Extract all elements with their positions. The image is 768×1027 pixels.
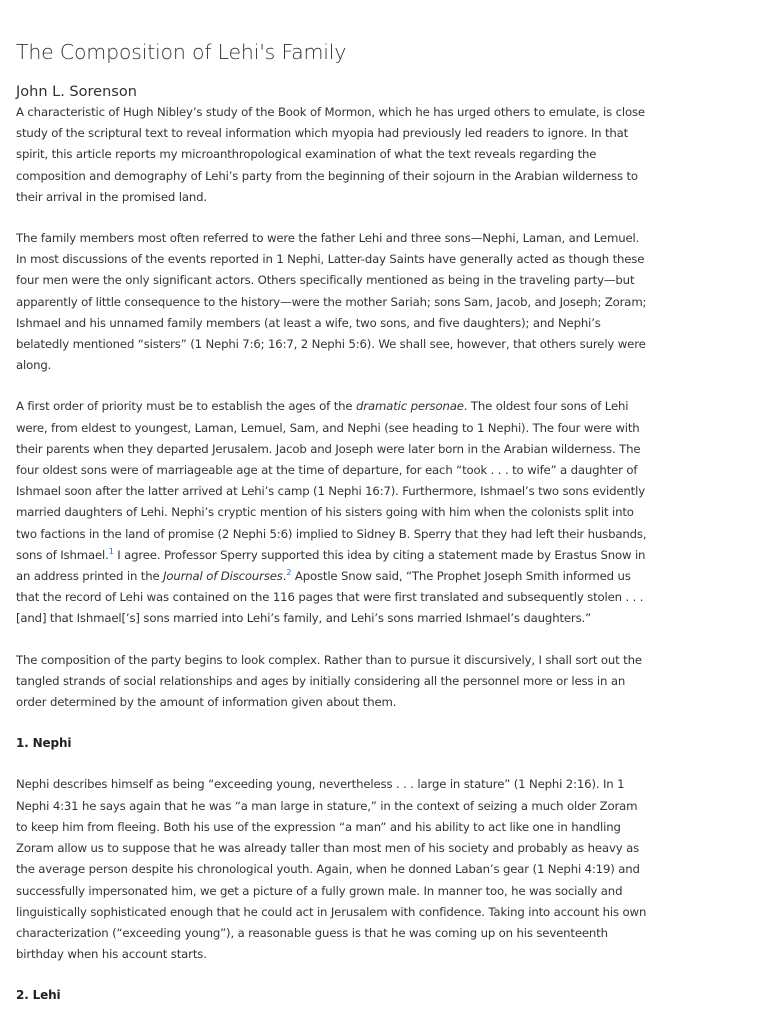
text-span: Apostle Snow said, “The Prophet Joseph Smith informed us that the record of Lehi was contained on the 116 pages that were first translated and subsequently stolen . . . [and] that Ishmael[’s] sons married into Lehi’s family, and Lehi’s sons married Ishmael’s daughters.” — [16, 569, 644, 626]
footnote-link-2[interactable]: 2 — [286, 568, 292, 578]
emphasis-journal-of-discourses: Journal of Discourses — [163, 569, 283, 584]
paragraph-family-members: The family members most often referred to were the father Lehi and three sons—Nephi, Laman, and Lemuel. In most discussions of the events reported in 1 Nephi, Latter-day Saints have generally acted as though these four men were the only significant actors. Others specifically mentioned as being in the traveling party—but apparently of little consequence to the history—were the mother Sariah; sons Sam, Jacob, and Joseph; Zoram; Ishmael and his unnamed family members (at least a wife, two sons, and five daughters); and Nephi’s belatedly mentioned “sisters” (1 Nephi 7:6; 16:7, 2 Nephi 5:6). We shall see, however, that others surely were along. — [16, 231, 647, 373]
text-span: . The oldest four sons of Lehi were, from eldest to youngest, Laman, Lemuel, Sam, and Nephi (see heading to 1 Nephi). The four were with their parents when they departed Jerusalem. Jacob and Joseph were later born in the Arabian wilderness. The four oldest sons were of marriageable age at the time of departure, for each “took . . . to wife” a daughter of Ishmael soon after the latter arrived at Lehi’s camp (1 Nephi 16:7). Furthermore, Ishmael’s two sons evidently married daughters of Lehi. Nephi’s cryptic mention of his sisters going with him when the colonists split into two factions in the land of promise (2 Nephi 5:6) implied to Sidney B. Sperry that they had left their husbands, sons of Ishmael. — [16, 399, 647, 562]
article-title: The Composition of Lehi's Family — [16, 40, 347, 64]
paragraph-nephi: Nephi describes himself as being “exceeding young, nevertheless . . . large in stature” (1 Nephi 2:16). In 1 Nephi 4:31 he says again that he was “a man large in stature,” in the context of seizing a much older Zoram to keep him from fleeing. Both his use of the expression “a man” and his ability to act like one in handling Zoram allow us to suppose that he was already taller than most men of his society and probably as heavy as the average person despite his chronological youth. Again, when he donned Laban’s gear (1 Nephi 4:19) and successfully impersonated him, we get a picture of a fully grown male. In manner too, he was socially and linguistically sophisticated enough that he could act in Jerusalem with confidence. Taking into account his own characterization (“exceeding young”), a reasonable guess is that he was coming up on his seventeenth birthday when his account starts. — [16, 777, 647, 962]
emphasis-dramatic-personae: dramatic personae — [356, 399, 464, 414]
article-body — [16, 102, 652, 1027]
section-heading-nephi: 1. Nephi — [16, 736, 72, 751]
paragraph-ages — [16, 396, 652, 629]
text-span: . — [282, 569, 287, 584]
footnote-link-1[interactable]: 1 — [108, 546, 114, 556]
text-span: I agree. Professor Sperry supported this idea by citing a statement made by Erastus Snow in an address printed in the — [16, 547, 646, 584]
section-heading-lehi: 2. Lehi — [16, 988, 61, 1003]
paragraph-composition: The composition of the party begins to look complex. Rather than to pursue it discursively, I shall sort out the tangled strands of social relationships and ages by initially considering all the personnel more or less in an order determined by the amount of information given about them. — [16, 652, 642, 710]
text-span: A first order of priority must be to establish the ages of the — [16, 399, 357, 414]
paragraph-intro: A characteristic of Hugh Nibley’s study of the Book of Mormon, which he has urged others to emulate, is close study of the scriptural text to reveal information which myopia had previously led readers to ignore. In that spirit, this article reports my microanthropological examination of what the text reveals regarding the composition and demography of Lehi’s party from the beginning of their sojourn in the Arabian wilderness to their arrival in the promised land. — [16, 105, 645, 204]
article-author: John L. Sorenson — [16, 84, 137, 100]
